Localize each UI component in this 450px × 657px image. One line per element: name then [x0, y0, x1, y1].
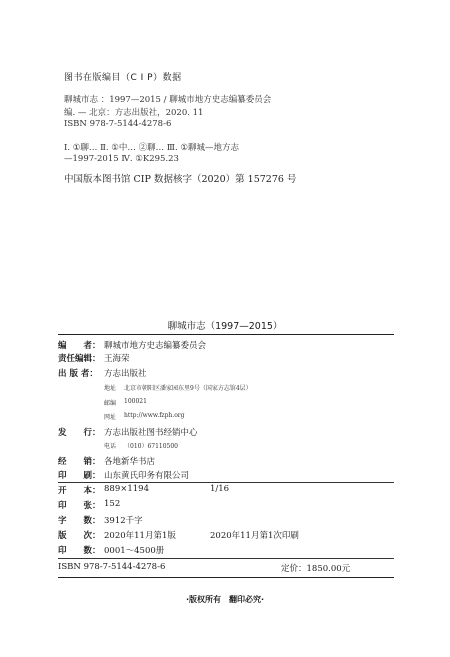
price: 定价：1850.00元 — [281, 564, 351, 574]
format-value: 889×1194 — [104, 484, 149, 494]
book-title: 聊城市志（1997—2015） — [167, 321, 283, 332]
rule-bottom — [58, 577, 394, 578]
words-value: 3912千字 — [104, 516, 143, 526]
copyright-notice: ·版权所有 翻印必究· — [185, 595, 265, 604]
website-value[interactable]: http://www.fzph.org — [124, 412, 185, 419]
seller-label: 经 销： — [58, 457, 101, 467]
publisher-label: 出 版 者： — [58, 369, 98, 379]
resp-editor-value: 王海荣 — [104, 354, 130, 364]
seller-value: 各地新华书店 — [104, 457, 156, 467]
sheets-label: 印 张： — [58, 501, 101, 511]
isbn-footer: ISBN 978-7-5144-4278-6 — [58, 562, 166, 572]
publisher-value: 方志出版社 — [104, 369, 147, 379]
cip-isbn: ISBN 978-7-5144-4278-6 — [64, 119, 172, 129]
zip-value: 100021 — [124, 398, 147, 405]
editor-label: 编 者： — [58, 341, 101, 351]
edition-value: 2020年11月第1版 — [104, 531, 176, 541]
edition-label: 版 次： — [58, 531, 101, 541]
sheets-value: 152 — [104, 499, 121, 509]
cip-line-1: 聊城市志 ：1997—2015 / 聊城市地方史志编纂委员会 — [64, 95, 272, 105]
cip-classification-2: —1997-2015 Ⅳ. ①K295.23 — [64, 154, 179, 164]
resp-editor-label: 责任编辑： — [58, 354, 101, 364]
zip-label: 邮编 — [104, 400, 117, 407]
cip-line-2: 编. — 北京：方志出版社，2020. 11 — [64, 108, 204, 118]
printer-label: 印 刷： — [58, 471, 101, 481]
cip-catalog-number: 中国版本图书馆 CIP 数据核字（2020）第 157276 号 — [64, 174, 297, 185]
rule-top — [58, 334, 394, 335]
address-label: 地址 — [104, 385, 117, 392]
distributor-label: 发 行： — [58, 428, 101, 438]
words-label: 字 数： — [58, 516, 101, 526]
rule-middle — [58, 482, 394, 483]
cip-classification-1: Ⅰ. ①聊… Ⅱ. ①中… ②聊… Ⅲ. ①聊城—地方志 — [64, 143, 240, 153]
format-fraction: 1/16 — [210, 484, 230, 494]
print-count-label: 印 数： — [58, 546, 101, 556]
rule-lower — [58, 558, 394, 559]
phone-value: （010）67110500 — [124, 443, 178, 450]
phone-label: 电话 — [104, 443, 117, 450]
distributor-value: 方志出版社图书经销中心 — [104, 428, 198, 438]
print-count-value: 0001～4500册 — [104, 546, 165, 556]
format-label: 开 本： — [58, 486, 101, 496]
printing-value: 2020年11月第1次印刷 — [210, 531, 299, 541]
cip-heading: 图书在版编目（C I P）数据 — [64, 73, 182, 83]
website-label: 网址 — [104, 414, 117, 421]
printer-value: 山东黄氏印务有限公司 — [104, 471, 190, 481]
editor-value: 聊城市地方史志编纂委员会 — [104, 341, 207, 351]
address-value: 北京市朝阳区潘家园东里9号（国家方志馆4层） — [124, 385, 252, 392]
